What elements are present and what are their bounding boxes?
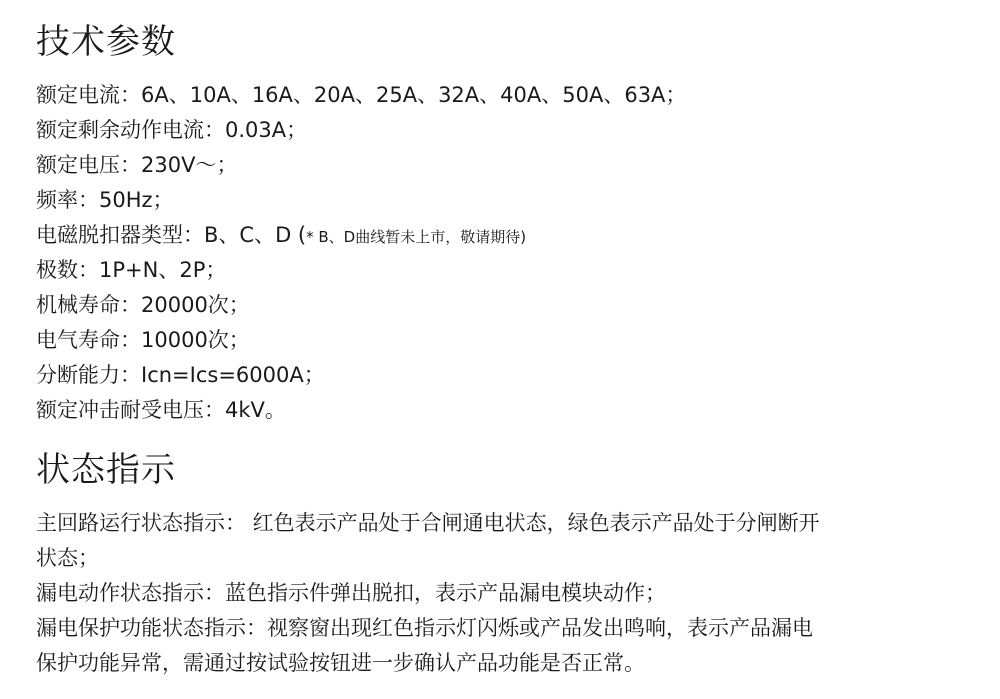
trip-type — [36, 221, 526, 251]
leakage-action-status: 漏电动作状态指示：蓝色指示件弹出脱扣，表示产品漏电模块动作； — [36, 581, 666, 605]
residual-current: 额定剩余动作电流：0.03A； — [36, 118, 308, 142]
rated-voltage: 额定电压：230V～； — [36, 153, 238, 177]
frequency: 频率：50Hz； — [36, 188, 174, 212]
electrical-life: 电气寿命：10000次； — [36, 328, 250, 352]
leakage-protection-status-line2: 保护功能异常，需通过按试验按钮进一步确认产品功能是否正常。 — [36, 651, 645, 675]
impulse-voltage: 额定冲击耐受电压：4kV。 — [36, 398, 286, 422]
leakage-protection-status-line1: 漏电保护功能状态指示：视察窗出现红色指示灯闪烁或产品发出鸣响，表示产品漏电 — [36, 616, 813, 640]
breaking-capacity: 分断能力：Icn=Ics=6000A； — [36, 363, 325, 387]
status-title: 状态指示 — [36, 450, 176, 490]
main-circuit-status-line2: 状态； — [36, 546, 99, 570]
poles: 极数：1P+N、2P； — [36, 258, 227, 282]
specs-title: 技术参数 — [36, 22, 176, 62]
rated-current: 额定电流：6A、10A、16A、20A、25A、32A、40A、50A、63A； — [36, 83, 687, 107]
trip-type-note: * B、D曲线暂未上市，敬请期待) — [306, 228, 527, 246]
mechanical-life: 机械寿命：20000次； — [36, 293, 250, 317]
trip-type-text: 电磁脱扣器类型：B、C、D ( — [36, 223, 307, 247]
main-circuit-status-line1: 主回路运行状态指示： 红色表示产品处于合闸通电状态，绿色表示产品处于分闸断开 — [36, 511, 820, 535]
